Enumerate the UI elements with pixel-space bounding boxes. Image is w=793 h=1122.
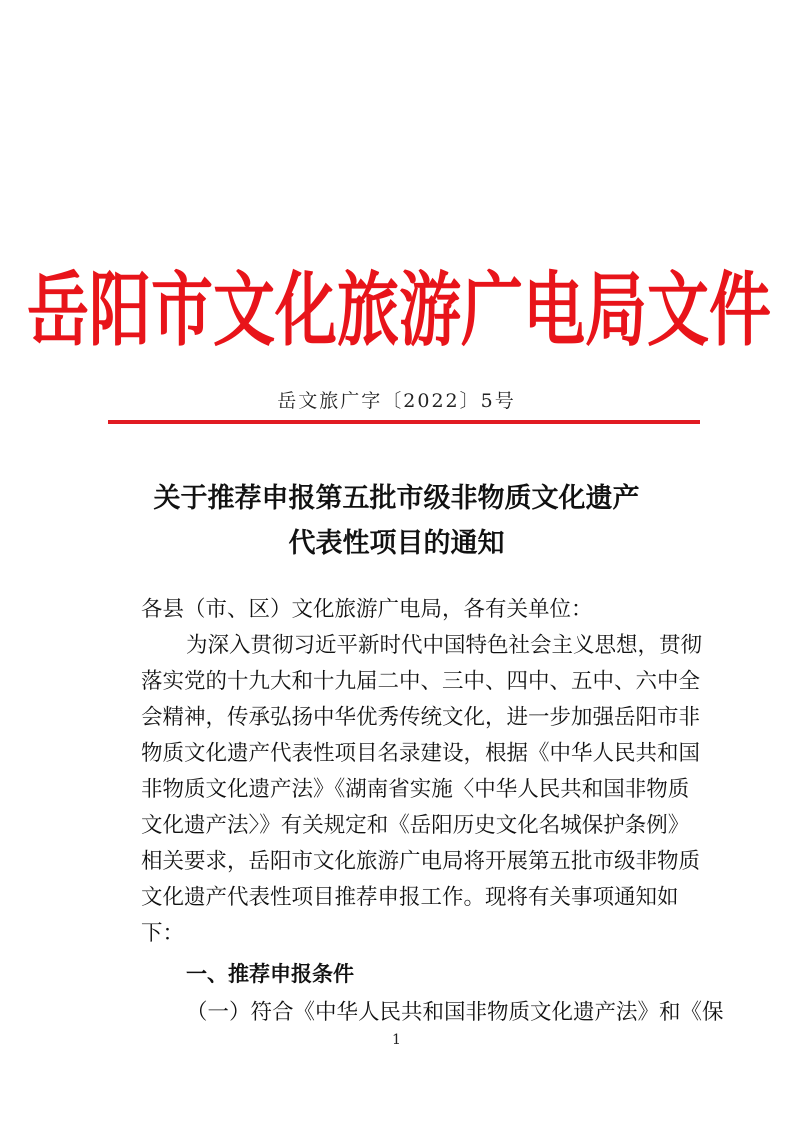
paragraph-line: 非物质文化遗产法》《湖南省实施〈中华人民共和国非物质 [141, 777, 690, 802]
paragraph-line: 文化遗产代表性项目推荐申报工作。现将有关事项通知如 [141, 885, 679, 910]
paragraph-line: 会精神，传承弘扬中华优秀传统文化，进一步加强岳阳市非 [141, 705, 701, 730]
page-number: 1 [392, 1032, 401, 1048]
paragraph-line: 为深入贯彻习近平新时代中国特色社会主义思想，贯彻 [186, 633, 703, 658]
section-heading: 一、推荐申报条件 [186, 962, 354, 986]
document-number: 岳文旅广字〔2022〕5号 [277, 390, 516, 412]
paragraph-line: 落实党的十九大和十九届二中、三中、四中、五中、六中全 [141, 669, 701, 694]
paragraph-line: 相关要求，岳阳市文化旅游广电局将开展第五批市级非物质 [141, 849, 701, 874]
paragraph-line: 下： [141, 921, 185, 946]
paragraph-line: 物质文化遗产代表性项目名录建设，根据《中华人民共和国 [141, 741, 701, 766]
paragraph-line: 文化遗产法〉》有关规定和《岳阳历史文化名城保护条例》 [141, 813, 690, 838]
notice-title-line-2: 代表性项目的通知 [288, 528, 505, 559]
notice-title-line-1: 关于推荐申报第五批市级非物质文化遗产 [153, 483, 640, 514]
masthead [27, 248, 772, 358]
salutation: 各县（市、区）文化旅游广电局，各有关单位： [141, 597, 593, 622]
masthead-title: 岳阳市文化旅游广电局文件 [27, 262, 772, 357]
sub-item-1: （一）符合《中华人民共和国非物质文化遗产法》和《保 [186, 1000, 724, 1025]
red-rule-divider [108, 420, 700, 424]
